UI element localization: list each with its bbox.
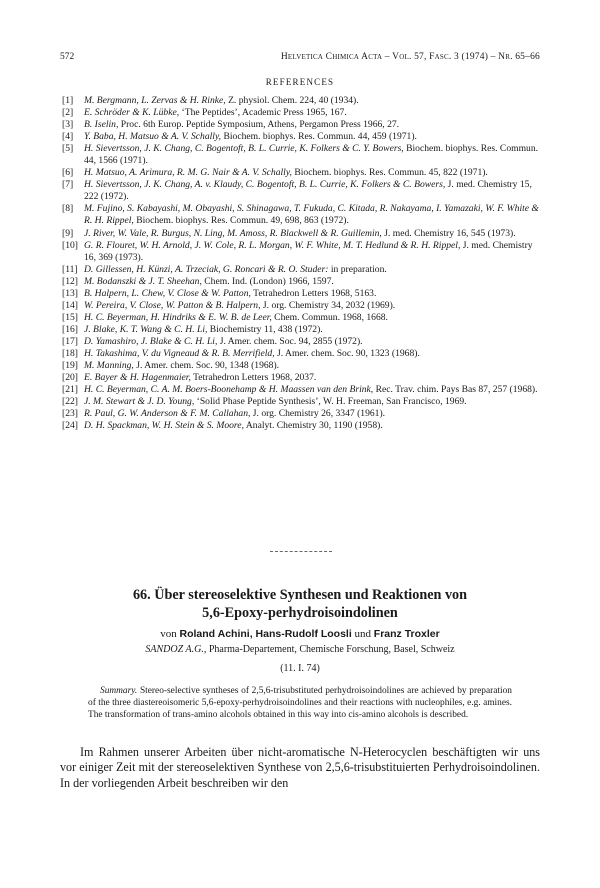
reference-authors: M. Bodanszki & J. T. Sheehan,: [84, 275, 202, 287]
reference-number: [24]: [62, 420, 78, 432]
authors-join: und: [354, 628, 372, 640]
reference-source: Chem. Commun. 1968, 1668.: [271, 311, 388, 323]
reference-authors: D. Gillessen, H. Künzi, A. Trzeciak, G. Roncari & R. O. Studer:: [84, 263, 329, 275]
reference-authors: D. H. Spackman, W. H. Stein & S. Moore,: [84, 420, 244, 432]
reference-number: [3]: [62, 119, 74, 131]
reference-source: Biochem. biophys. Res. Commun. 44, 459 (1971).: [221, 131, 417, 143]
reference-source: ‘Solid Phase Peptide Synthesis’, W. H. Freeman, San Francisco, 1969.: [194, 396, 467, 408]
article-title-line-2: 5,6-Epoxy-perhydroisoindolinen: [202, 605, 398, 621]
reference-number: [6]: [62, 167, 74, 179]
reference-item: [62, 384, 540, 396]
reference-source: J. Amer. chem. Soc. 94, 2855 (1972).: [217, 335, 363, 347]
reference-authors: E. Schröder & K. Lübke,: [84, 107, 180, 119]
reference-number: [16]: [62, 323, 78, 335]
reference-item: [62, 288, 540, 300]
reference-item: [62, 396, 540, 408]
reference-authors: E. Bayer & H. Hagenmaier,: [84, 372, 191, 384]
reference-source: J. Amer. chem. Soc. 90, 1323 (1968).: [274, 347, 420, 359]
summary-text: Stereo-selective syntheses of 2,5,6-trisubstituted perhydroisoindolines are achieved by preparation of the three diastereoisomeric 5,6-epoxy-perhydroisoindolines and their reactions with nucleophiles, e.g. amines. The transformation of trans-amino alcohols obtained in this way into cis-amino alcohols is described.: [88, 686, 512, 721]
reference-number: [8]: [62, 203, 74, 215]
reference-authors: H. C. Beyerman, H. Hindriks & E. W. B. de Leer,: [84, 311, 272, 323]
reference-number: [4]: [62, 131, 74, 143]
running-head: Helvetica Chimica Acta – Vol. 57, Fasc. 3 (1974) – Nr. 65–66: [280, 52, 540, 62]
reference-authors: M. Manning,: [84, 360, 134, 372]
reference-item: [62, 360, 540, 372]
reference-source: Chem. Ind. (London) 1966, 1597.: [201, 275, 334, 287]
reference-authors: B. Iselin,: [84, 119, 119, 131]
page-number: 572: [60, 52, 75, 62]
reference-number: [20]: [62, 372, 78, 384]
reference-source: Biochemistry 11, 438 (1972).: [207, 323, 323, 335]
body-paragraph: Im Rahmen unserer Arbeiten über nicht-aromatische N-Heterocyclen beschäftigten wir uns vor einiger Zeit mit der stereoselektiven Synthese von 2,5,6-trisubstituierten Perhydroisoindolinen. In der vorliegenden Arbeit beschreiben wir den: [60, 745, 540, 790]
reference-number: [15]: [62, 311, 78, 323]
reference-source: Rec. Trav. chim. Pays Bas 87, 257 (1968).: [373, 384, 538, 396]
affiliation: [0, 644, 600, 655]
reference-authors: G. R. Flouret, W. H. Arnold, J. W. Cole, R. L. Morgan, W. F. White, M. T. Hedlund & R. H. Rippel,: [84, 239, 461, 251]
reference-source: Z. physiol. Chem. 224, 40 (1934).: [225, 95, 359, 106]
reference-item: [62, 228, 540, 240]
reference-number: [1]: [62, 95, 74, 106]
reference-authors: J. Blake, K. T. Wang & C. H. Li,: [84, 323, 208, 335]
reference-authors: W. Pereira, V. Close, W. Patton & B. Halpern,: [84, 299, 261, 311]
reference-source: J. med. Chemistry 16, 369 (1973).: [84, 239, 533, 263]
reference-item: [62, 131, 540, 143]
reference-source: Analyt. Chemistry 30, 1190 (1958).: [243, 420, 383, 432]
reference-item: [62, 240, 540, 264]
reference-authors: H. Sievertsson, J. K. Chang, C. Bogentoft, B. L. Currie, K. Folkers & C. Y. Bowers,: [84, 143, 404, 155]
reference-authors: D. Yamashiro, J. Blake & C. H. Li,: [84, 335, 218, 347]
affiliation-rest: Pharma-Departement, Chemische Forschung, Basel, Schweiz: [206, 644, 455, 655]
reference-source: Biochem. biophys. Res. Commun. 49, 698, 863 (1972).: [133, 215, 349, 227]
reference-number: [17]: [62, 335, 78, 347]
reference-source: J. Amer. chem. Soc. 90, 1348 (1968).: [133, 360, 280, 372]
reference-number: [21]: [62, 384, 78, 396]
reference-authors: M. Fujino, S. Kabayashi, M. Obayashi, S. Shinagawa, T. Fukuda, C. Kitada, R. Nakayama, I. Yamazaki, W. F. White & R. H. Rippel,: [84, 203, 539, 227]
reference-item: [62, 408, 540, 420]
reference-number: [18]: [62, 347, 78, 359]
reference-item: [62, 300, 540, 312]
reference-number: [10]: [62, 239, 78, 251]
references-heading: REFERENCES: [265, 77, 335, 87]
reference-authors: H. Matsuo, A. Arimura, R. M. G. Nair & A. V. Schally,: [84, 167, 292, 179]
reference-number: [19]: [62, 360, 78, 372]
reference-item: [62, 264, 540, 276]
article-title: [0, 586, 600, 622]
reference-item: [62, 119, 540, 131]
reference-source: J. med. Chemistry 15, 222 (1972).: [84, 179, 532, 203]
article-title-line-1: 66. Über stereoselektive Synthesen und Reaktionen von: [132, 587, 468, 603]
reference-authors: Y. Baba, H. Matsuo & A. V. Schally,: [84, 131, 222, 143]
reference-authors: H. Takashima, V. du Vigneaud & R. B. Merrifield,: [84, 347, 275, 359]
reference-number: [9]: [62, 227, 74, 239]
reference-source: in preparation.: [328, 263, 387, 275]
reference-item: [62, 143, 540, 167]
reference-number: [23]: [62, 408, 78, 420]
reference-item: [62, 312, 540, 324]
reference-item: [62, 324, 540, 336]
reference-item: [62, 107, 540, 119]
article-authors: [0, 628, 600, 640]
reference-item: [62, 348, 540, 360]
reference-item: [62, 372, 540, 384]
authors-prefix: von: [160, 628, 177, 640]
reference-item: [62, 167, 540, 179]
summary-label: Summary.: [100, 686, 138, 696]
reference-number: [14]: [62, 299, 78, 311]
reference-item: [62, 179, 540, 203]
reference-number: [5]: [62, 143, 74, 155]
reference-source: Tetrahedron Letters 1968, 5163.: [250, 287, 377, 299]
reference-authors: J. River, W. Vale, R. Burgus, N. Ling, M. Amoss, R. Blackwell & R. Guillemin,: [84, 227, 382, 239]
article-summary: [88, 685, 512, 721]
reference-item: [62, 336, 540, 348]
reference-item: [62, 203, 540, 227]
received-date: (11. I. 74): [280, 663, 320, 674]
reference-number: [7]: [62, 179, 74, 191]
reference-number: [13]: [62, 287, 78, 299]
reference-source: J. med. Chemistry 16, 545 (1973).: [381, 227, 516, 239]
author-names-2: Franz Troxler: [373, 628, 440, 640]
reference-item: [62, 276, 540, 288]
reference-source: Tetrahedron Letters 1968, 2037.: [190, 372, 317, 384]
reference-source: ‘The Peptides’, Academic Press 1965, 167.: [179, 107, 347, 119]
reference-authors: J. M. Stewart & J. D. Young,: [84, 396, 195, 408]
reference-authors: H. C. Beyerman, C. A. M. Boers-Boonehamp & H. Maassen van den Brink,: [84, 384, 374, 396]
reference-source: J. org. Chemistry 34, 2032 (1969).: [260, 299, 396, 311]
affiliation-org: SANDOZ A.G.,: [145, 644, 207, 655]
reference-authors: H. Sievertsson, J. K. Chang, A. v. Klaudy, C. Bogentoft, B. L. Currie, K. Folkers & C. Bowers,: [84, 179, 446, 191]
reference-authors: B. Halpern, L. Chew, V. Close & W. Patton,: [84, 287, 251, 299]
reference-source: Biochem. biophys. Res. Commun. 44, 1566 (1971).: [84, 143, 539, 167]
reference-source: J. org. Chemistry 26, 3347 (1961).: [250, 408, 386, 420]
reference-authors: R. Paul, G. W. Anderson & F. M. Callahan,: [84, 408, 251, 420]
author-names-1: Roland Achini, Hans-Rudolf Loosli: [179, 628, 352, 640]
reference-number: [2]: [62, 107, 74, 119]
references-list: [62, 95, 540, 432]
reference-authors: M. Bergmann, L. Zervas & H. Rinke,: [84, 95, 226, 106]
reference-item: [62, 95, 540, 107]
reference-number: [22]: [62, 396, 78, 408]
reference-source: Proc. 6th Europ. Peptide Symposium, Athens, Pergamon Press 1966, 27.: [118, 119, 400, 131]
reference-number: [11]: [62, 263, 78, 275]
reference-number: [12]: [62, 275, 78, 287]
section-divider: [270, 551, 332, 553]
reference-source: Biochem. biophys. Res. Commun. 45, 822 (1971).: [291, 167, 488, 179]
reference-item: [62, 420, 540, 432]
